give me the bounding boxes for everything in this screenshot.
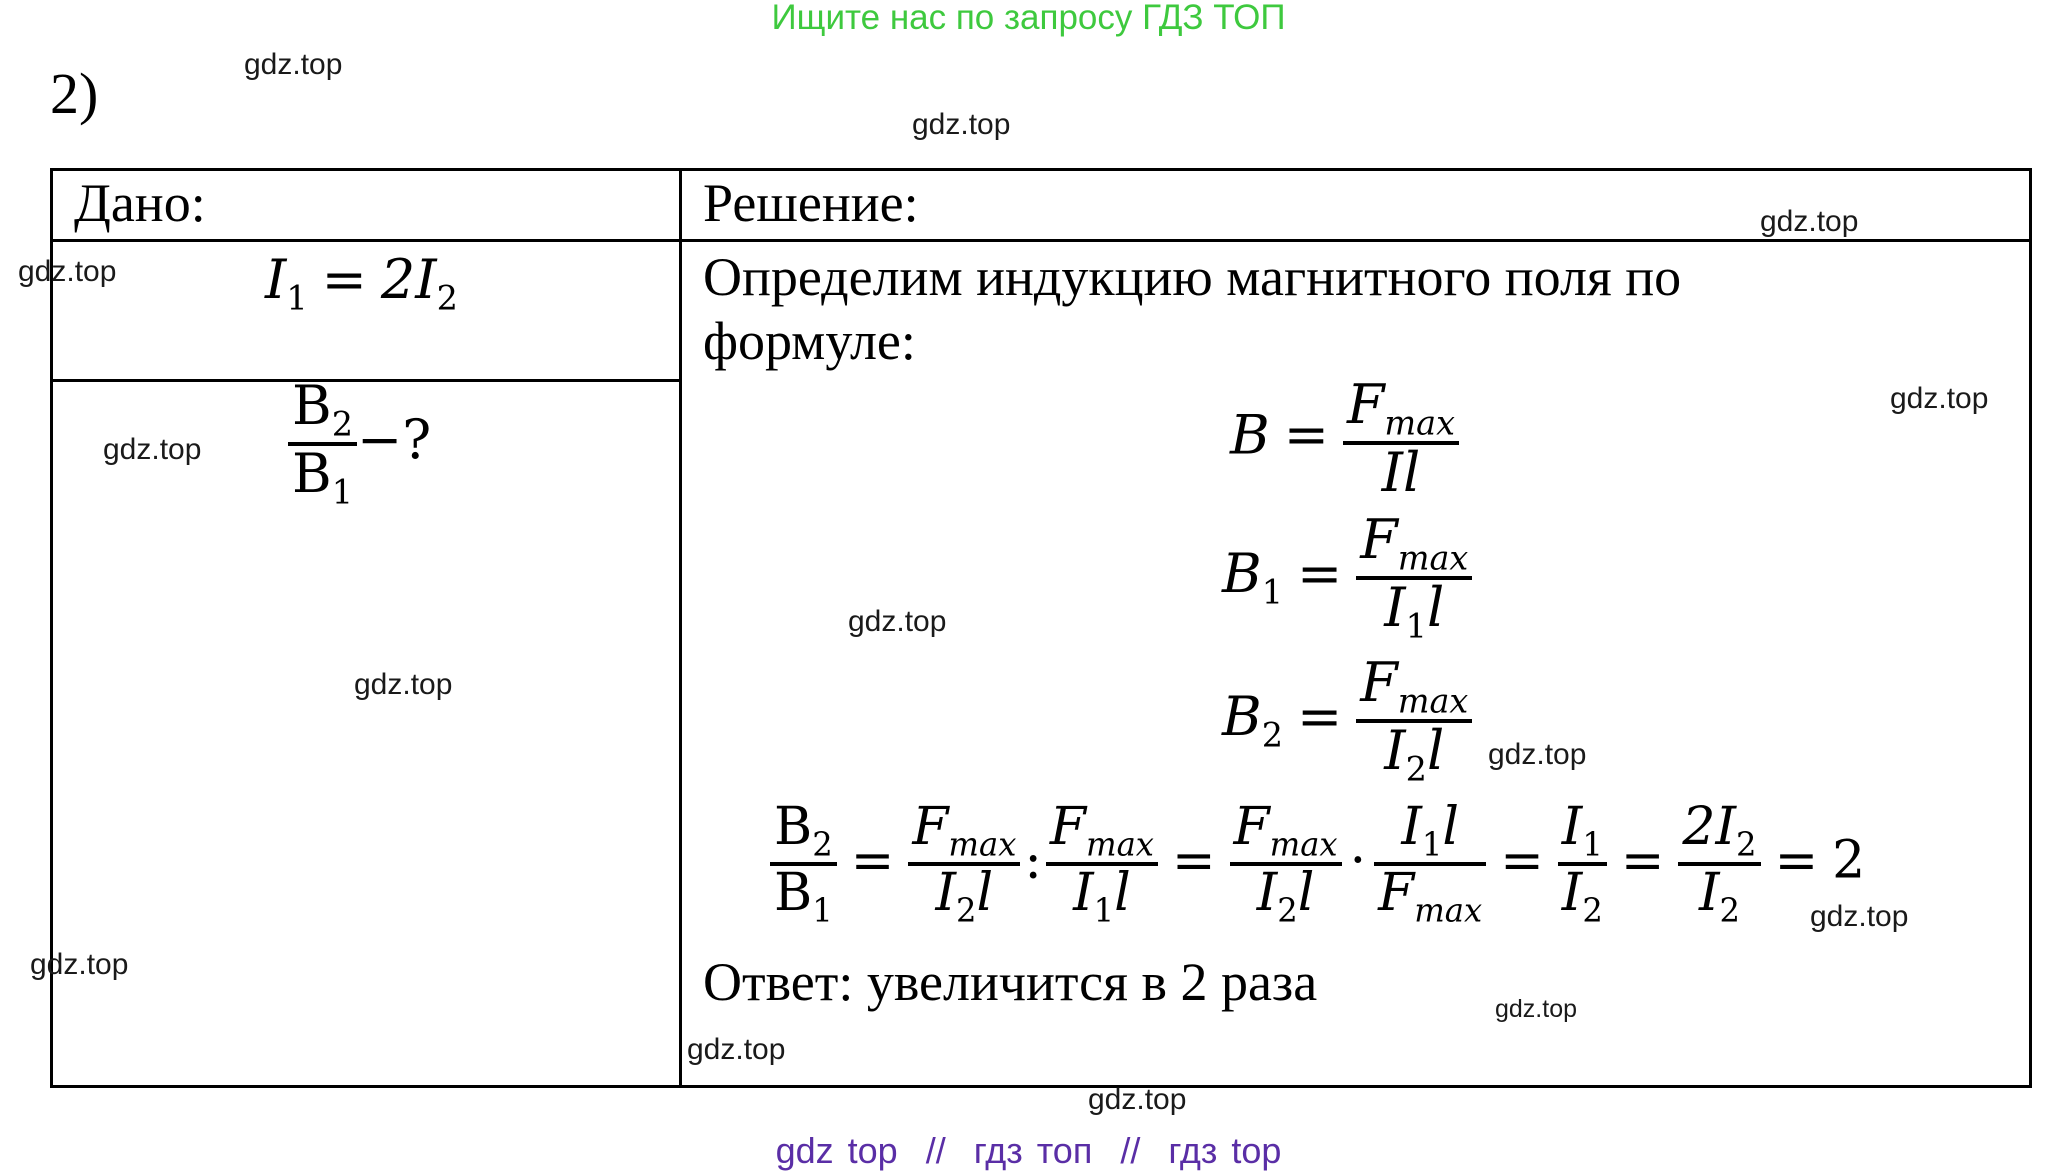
find-denominator: $B_1$ — [292, 441, 353, 512]
given-header: Дано: — [74, 173, 206, 233]
watermark: gdz.top — [1810, 900, 1909, 933]
problem-number: 2) — [50, 61, 99, 126]
given-lhs: I — [265, 248, 287, 311]
formula-b2-fraction: $\frac{F_{max}}{I_2l}$ — [1356, 655, 1472, 787]
formula-b2: $B_2$ = $\frac{F_{max}}{I_2l}$ — [1222, 655, 1472, 787]
given-eq: = — [321, 248, 367, 311]
watermark: gdz.top — [687, 1033, 786, 1066]
formula-b1-fraction: $\frac{F_{max}}{I_1l}$ — [1356, 512, 1472, 644]
ratio-term-1: $\frac{F_{max}}{I_2l}$ — [908, 800, 1020, 928]
given-rhs-sub: 2 — [436, 278, 458, 318]
formula-general: B = $\frac{F_{max}}{Il}$ — [1230, 377, 1459, 502]
watermark: gdz.top — [1760, 205, 1859, 238]
table-header-divider — [50, 239, 2032, 242]
solution-intro: Определим индукцию магнитного поля по формуле: — [703, 247, 1682, 371]
watermark: gdz.top — [18, 255, 117, 288]
search-banner: Ищите нас по запросу ГДЗ ТОП — [771, 0, 1286, 37]
footer-links: gdz top // гдз топ // гдз top — [775, 1130, 1282, 1171]
formula-b1: $B_1$ = $\frac{F_{max}}{I_1l}$ — [1222, 512, 1472, 644]
ratio-result: 2 — [1832, 830, 1866, 891]
answer-text: Ответ: увеличится в 2 раза — [703, 952, 1318, 1012]
watermark: gdz.top — [1488, 738, 1587, 771]
given-rhs: 2I — [380, 248, 437, 311]
solution-header: Решение: — [703, 173, 919, 233]
formula-general-lhs: B — [1230, 403, 1270, 467]
table-column-divider — [679, 168, 682, 1088]
given-lhs-sub: 1 — [286, 278, 308, 318]
table-border-right — [2029, 168, 2032, 1088]
table-border-bottom — [50, 1085, 2032, 1088]
watermark: gdz.top — [354, 668, 453, 701]
find-question: −? — [356, 407, 432, 471]
ratio-b2-b1: $\frac{B_2}{B_1}$ — [770, 800, 837, 928]
watermark: gdz.top — [848, 605, 947, 638]
ratio-term-4: $\frac{I_1l}{F_{max}}$ — [1374, 800, 1486, 928]
watermark: gdz.top — [1495, 995, 1578, 1023]
ratio-term-2: $\frac{F_{max}}{I_1l}$ — [1046, 800, 1158, 928]
ratio-term-5: $\frac{I_1}{I_2}$ — [1558, 800, 1607, 928]
find-expression — [288, 374, 432, 512]
given-condition — [265, 248, 458, 318]
formula-general-fraction: $\frac{F_{max}}{Il}$ — [1343, 377, 1459, 502]
ratio-term-3: $\frac{F_{max}}{I_2l}$ — [1230, 800, 1342, 928]
watermark: gdz.top — [912, 108, 1011, 141]
watermark: gdz.top — [1088, 1083, 1187, 1116]
watermark: gdz.top — [244, 48, 343, 81]
watermark: gdz.top — [103, 433, 202, 466]
ratio-chain: $\frac{B_2}{B_1}$ = $\frac{F_{max}}{I_2l}$ : $\frac{F_{max}}{I_1l}$ = $\frac{F_{max}}{I_2l}$ · $\frac{I_1l}{F_{max}}$ = $\frac{I_1}{I_2}$ = $\frac{2I_2}{I_2}$ = 2 — [770, 800, 1865, 928]
table-border-top — [50, 168, 2032, 171]
watermark: gdz.top — [30, 948, 129, 981]
find-numerator: $B_2$ — [288, 378, 357, 446]
ratio-term-6: $\frac{2I_2}{I_2}$ — [1678, 800, 1760, 928]
watermark: gdz.top — [1890, 382, 1989, 415]
find-fraction — [288, 374, 357, 512]
